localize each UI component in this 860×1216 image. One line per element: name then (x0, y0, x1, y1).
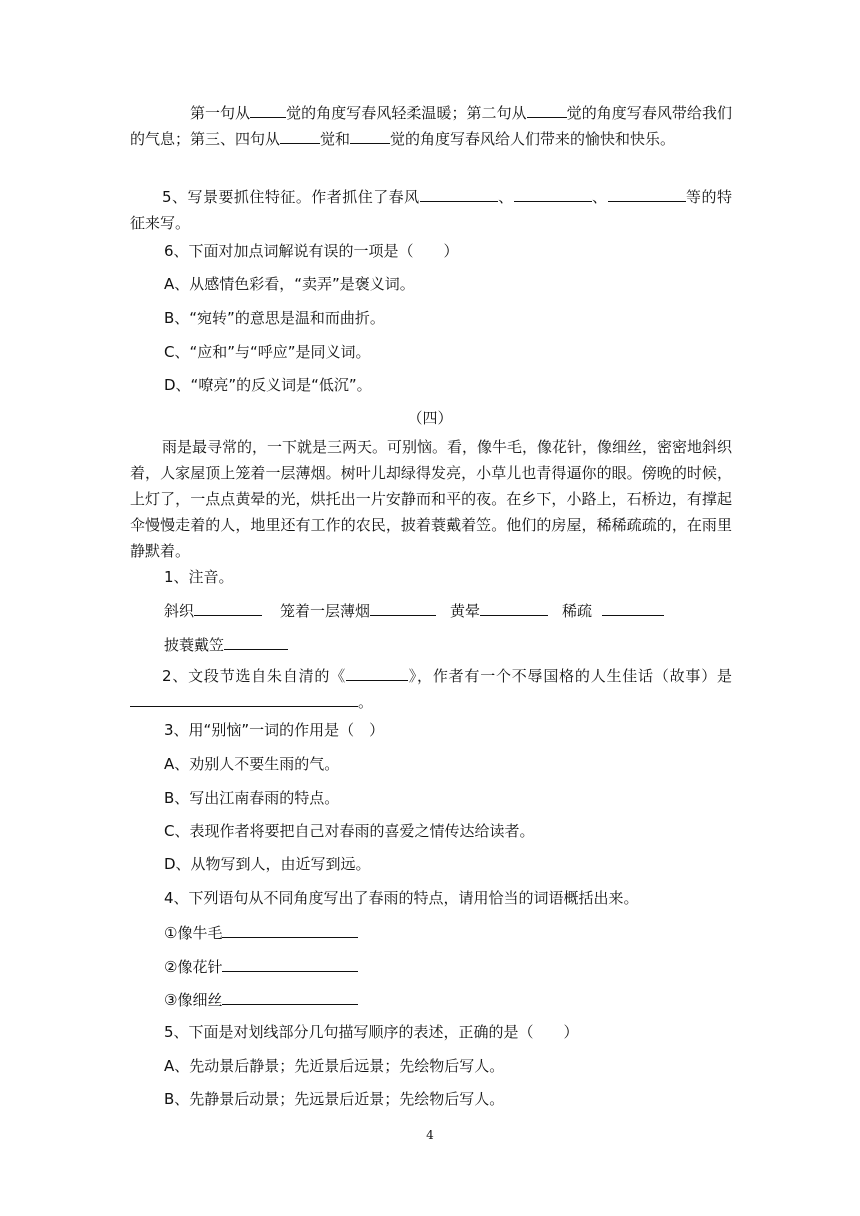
question-3-stem: 3、用“别恼”一词的作用是（ ） (164, 721, 385, 739)
option-c[interactable]: C、“应和”与“呼应”是同义词。 (164, 343, 371, 361)
item-1 (164, 921, 358, 944)
reading-passage: 雨是最寻常的，一下就是三两天。可别恼。看，像牛毛，像花针，像细丝，密密地斜织着，人家屋顶上笼着一层薄烟。树叶儿却绿得发亮，小草儿也青得逼你的眼。傍晚的时候，上灯了，一点点黄晕的光，烘托出一片安静而和平的夜。在乡下，小路上，石桥边，有撑起伞慢慢走着的人，地里还有工作的农民，披着蓑戴着笠。他们的房屋，稀稀疏疏的，在雨里静默着。 (130, 438, 733, 560)
word: 斜织 (164, 602, 195, 620)
text: ③像细丝 (164, 991, 223, 1009)
option-d[interactable]: D、从物写到人，由近写到远。 (164, 855, 371, 873)
option-b[interactable]: B、写出江南春雨的特点。 (164, 789, 340, 807)
answer-blank[interactable] (222, 921, 358, 938)
text: 觉的角度写春风轻柔温暖；第二句从 (286, 104, 527, 122)
section-title: （四） (407, 409, 453, 427)
pinyin-row-1 (164, 599, 664, 622)
answer-blank[interactable] (527, 101, 567, 118)
pinyin-blank[interactable] (602, 599, 664, 616)
option-a[interactable]: A、劝别人不要生雨的气。 (164, 755, 340, 773)
pinyin-blank[interactable] (370, 599, 436, 616)
text: ②像花针 (164, 958, 223, 976)
pinyin-blank[interactable] (224, 633, 288, 650)
page-number: 4 (426, 1128, 434, 1142)
answer-blank[interactable] (350, 127, 390, 144)
text: 、 (591, 188, 608, 206)
answer-blank[interactable] (250, 101, 286, 118)
text: 觉的角度写春风带给我们的气息；第三、四句从 (130, 104, 732, 148)
question-5-features (130, 184, 732, 236)
text: 5、写景要抓住特征。作者抓住了春风 (162, 188, 420, 206)
text: 》，作者有一个不辱国格的人生佳话（故事）是 (407, 667, 732, 685)
text: ①像牛毛 (164, 924, 223, 942)
question-6-stem: 6、下面对加点词解说有误的一项是（ ） (164, 242, 459, 260)
text: 2、文段节选自朱自清的《 (162, 667, 346, 685)
question-5-stem: 5、下面是对划线部分几句描写顺序的表述，正确的是（ ） (164, 1023, 579, 1041)
option-b[interactable]: B、先静景后动景；先远景后近景；先绘物后写人。 (164, 1090, 505, 1108)
question-1-stem: 1、注音。 (164, 568, 234, 586)
option-d[interactable]: D、“嘹亮”的反义词是“低沉”。 (164, 376, 372, 394)
text: 、 (497, 188, 514, 206)
question-2 (130, 663, 732, 715)
word: 披蓑戴笠 (164, 636, 225, 654)
pinyin-blank[interactable] (194, 599, 262, 616)
question-senses (130, 100, 732, 152)
word: 稀疏 (562, 602, 593, 620)
pinyin-row-2 (164, 633, 288, 656)
answer-blank[interactable] (222, 988, 358, 1005)
text: 等的特征来写。 (130, 188, 732, 232)
answer-blank[interactable] (608, 185, 686, 202)
option-c[interactable]: C、表现作者将要把自己对春雨的喜爱之情传达给读者。 (164, 822, 535, 840)
answer-blank[interactable] (420, 185, 498, 202)
item-3 (164, 988, 358, 1011)
text: 觉的角度写春风给人们带来的愉快和快乐。 (390, 130, 676, 148)
text: 第一句从 (190, 104, 251, 122)
option-a[interactable]: A、从感情色彩看，“卖弄”是褒义词。 (164, 275, 415, 293)
answer-blank[interactable] (130, 690, 358, 707)
answer-blank[interactable] (280, 127, 320, 144)
word: 笼着一层薄烟 (280, 602, 371, 620)
word: 黄晕 (450, 602, 481, 620)
item-2 (164, 955, 358, 978)
text: 。 (358, 693, 374, 711)
option-a[interactable]: A、先动景后静景；先近景后远景；先绘物后写人。 (164, 1057, 505, 1075)
answer-blank[interactable] (514, 185, 592, 202)
answer-blank[interactable] (346, 664, 408, 681)
pinyin-blank[interactable] (480, 599, 548, 616)
text: 觉和 (320, 130, 351, 148)
answer-blank[interactable] (222, 955, 358, 972)
question-4-stem: 4、下列语句从不同角度写出了春雨的特点，请用恰当的词语概括出来。 (164, 889, 639, 907)
option-b[interactable]: B、“宛转”的意思是温和而曲折。 (164, 309, 385, 327)
